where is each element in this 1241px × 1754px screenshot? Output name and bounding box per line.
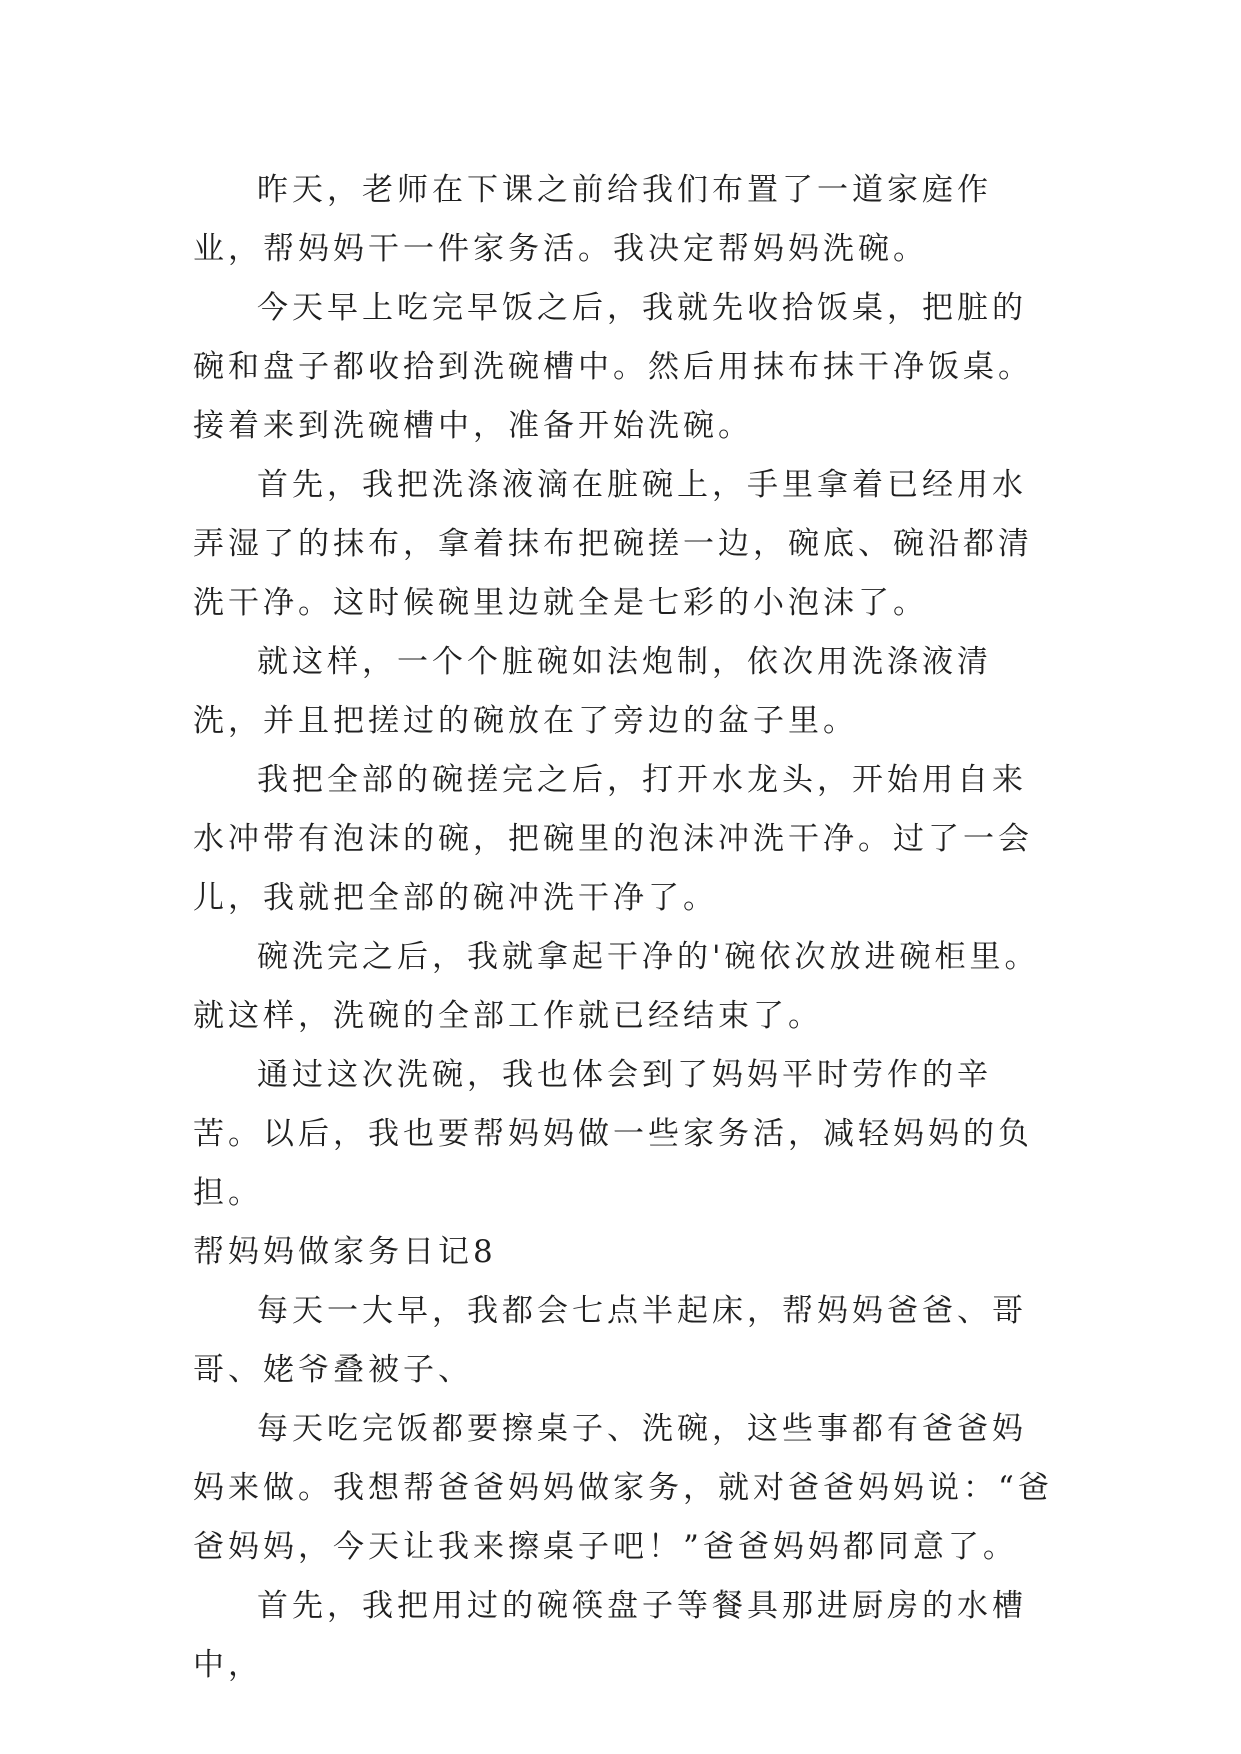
paragraph: 每天吃完饭都要擦桌子、洗碗，这些事都有爸爸妈妈来做。我想帮爸爸妈妈做家务，就对爸爸妈妈说：“爸爸妈妈，今天让我来擦桌子吧！”爸爸妈妈都同意了。 (193, 1411, 1053, 1565)
paragraph: 今天早上吃完早饭之后，我就先收拾饭桌，把脏的碗和盘子都收拾到洗碗槽中。然后用抹布抹干净饭桌。接着来到洗碗槽中，准备开始洗碗。 (193, 290, 1033, 444)
paragraph: 首先，我把洗涤液滴在脏碗上，手里拿着已经用水弄湿了的抹布，拿着抹布把碗搓一边，碗底、碗沿都清洗干净。这时候碗里边就全是七彩的小泡沫了。 (193, 467, 1033, 621)
paragraph: 就这样，一个个脏碗如法炮制，依次用洗涤液清洗，并且把搓过的碗放在了旁边的盆子里。 (193, 644, 992, 739)
document-body (193, 161, 1053, 1695)
section-heading: 帮妈妈做家务日记8 (193, 1234, 497, 1270)
paragraph: 通过这次洗碗，我也体会到了妈妈平时劳作的辛苦。以后，我也要帮妈妈做一些家务活，减轻妈妈的负担。 (193, 1057, 1033, 1211)
paragraph: 昨天，老师在下课之前给我们布置了一道家庭作业，帮妈妈干一件家务活。我决定帮妈妈洗碗。 (193, 172, 992, 267)
paragraph: 我把全部的碗搓完之后，打开水龙头，开始用自来水冲带有泡沫的碗，把碗里的泡沫冲洗干净。过了一会儿，我就把全部的碗冲洗干净了。 (193, 762, 1033, 916)
paragraph: 每天一大早，我都会七点半起床，帮妈妈爸爸、哥哥、姥爷叠被子、 (193, 1293, 1027, 1388)
paragraph: 碗洗完之后，我就拿起干净的'碗依次放进碗柜里。就这样，洗碗的全部工作就已经结束了。 (193, 939, 1040, 1034)
paragraph: 首先，我把用过的碗筷盘子等餐具那进厨房的水槽中， (193, 1588, 1027, 1683)
